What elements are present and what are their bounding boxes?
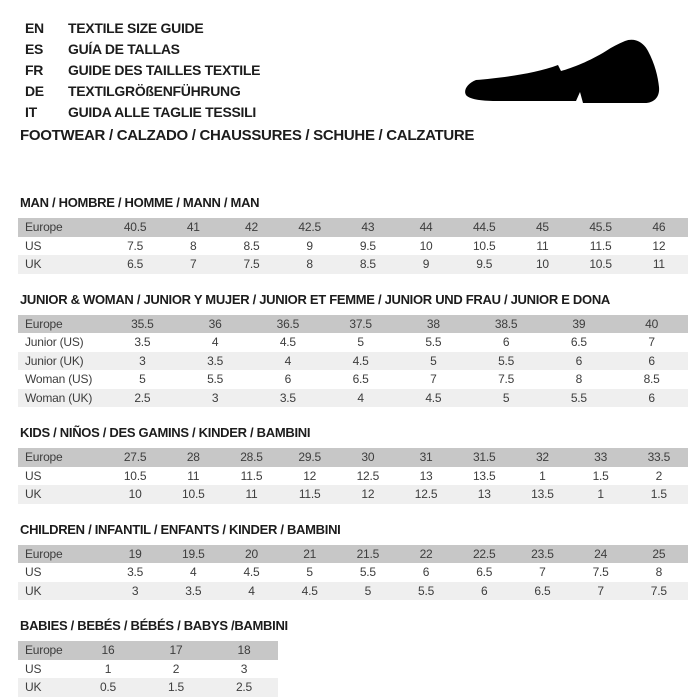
size-cell: 33.5: [647, 450, 671, 465]
size-cell: 7.5: [650, 583, 667, 598]
size-cell: 6.5: [127, 257, 144, 272]
size-cell: 1: [104, 661, 112, 676]
row-label: Woman (US): [25, 372, 93, 387]
size-cell: 21: [303, 546, 317, 561]
size-cell: 5.5: [425, 335, 442, 350]
size-table-children: [18, 545, 688, 601]
size-table-title: JUNIOR & WOMAN / JUNIOR Y MUJER / JUNIOR ET FEMME / JUNIOR UND FRAU / JUNIOR E DONA: [20, 291, 611, 307]
language-code: DE: [25, 82, 44, 99]
size-cell: 8.5: [359, 257, 376, 272]
size-cell: 39: [572, 316, 586, 331]
size-cell: 25: [652, 546, 666, 561]
table-row: [18, 352, 688, 371]
row-label: US: [25, 661, 42, 676]
size-table-kids: [18, 448, 688, 504]
language-guide-title: TEXTILGRÖßENFÜHRUNG: [68, 82, 241, 99]
size-cell: 3: [211, 390, 219, 405]
size-table-title: BABIES / BEBÉS / BÉBÉS / BABYS /BAMBINI: [20, 618, 288, 633]
row-label: UK: [25, 257, 42, 272]
row-label: Europe: [25, 643, 63, 658]
table-row: [18, 389, 688, 408]
size-cell: 11: [536, 238, 549, 253]
row-label: Junior (UK): [25, 353, 84, 368]
size-cell: 5: [139, 372, 146, 387]
size-cell: 7.5: [592, 565, 609, 580]
row-label: Europe: [25, 546, 63, 561]
size-cell: 2.5: [134, 390, 151, 405]
size-cell: 22: [419, 546, 433, 561]
size-cell: 2.5: [235, 680, 253, 695]
size-cell: 1: [597, 487, 604, 502]
size-table-section-man: [18, 196, 688, 274]
table-row: [18, 582, 688, 601]
row-label: US: [25, 238, 42, 253]
table-row: [18, 545, 688, 564]
table-row: [18, 563, 688, 582]
size-cell: 6.5: [352, 372, 369, 387]
size-table-section-junior-woman: [18, 293, 688, 408]
size-cell: 38.5: [494, 316, 518, 331]
size-cell: 7.5: [127, 238, 144, 253]
size-cell: 3: [139, 353, 146, 368]
size-cell: 11: [187, 468, 200, 483]
size-cell: 40.5: [123, 220, 147, 235]
size-cell: 31: [419, 450, 433, 465]
row-label: UK: [25, 487, 42, 502]
size-cell: 0.5: [99, 680, 117, 695]
size-cell: 4.5: [279, 335, 296, 350]
size-cell: 17: [169, 643, 183, 658]
size-cell: 1.5: [592, 468, 609, 483]
size-cell: 22.5: [472, 546, 496, 561]
size-cell: 9.5: [359, 238, 376, 253]
table-row: [18, 218, 688, 237]
size-cell: 8.5: [643, 372, 660, 387]
size-cell: 12: [652, 238, 666, 253]
size-cell: 11: [652, 257, 665, 272]
size-table-section-kids: [18, 426, 688, 504]
size-cell: 3: [131, 583, 139, 598]
size-cell: 5.5: [418, 583, 435, 598]
size-table-title: MAN / HOMBRE / HOMME / MANN / MAN: [20, 195, 260, 210]
size-cell: 7: [597, 583, 604, 598]
table-row: [18, 370, 688, 389]
table-row: [18, 255, 688, 274]
size-cell: 12.5: [414, 487, 438, 502]
language-code: IT: [25, 103, 37, 120]
size-cell: 40: [645, 316, 659, 331]
size-cell: 4.5: [243, 565, 260, 580]
size-cell: 4: [357, 390, 364, 405]
size-cell: 5.5: [570, 390, 587, 405]
language-row: [25, 38, 260, 59]
size-cell: 6: [502, 335, 510, 350]
language-title-list: [25, 17, 260, 122]
size-cell: 7: [648, 335, 655, 350]
row-label: Europe: [25, 316, 63, 331]
size-cell: 27.5: [123, 450, 147, 465]
size-cell: 30: [361, 450, 375, 465]
language-guide-title: GUIDE DES TAILLES TEXTILE: [68, 61, 261, 78]
size-cell: 7.5: [498, 372, 515, 387]
language-guide-title: TEXTILE SIZE GUIDE: [68, 19, 204, 36]
table-row: [18, 660, 278, 679]
size-cell: 6.5: [570, 335, 587, 350]
size-cell: 5: [430, 353, 437, 368]
size-cell: 13.5: [531, 487, 554, 502]
size-cell: 38: [426, 316, 440, 331]
size-tables: [18, 196, 688, 700]
size-cell: 42.5: [298, 220, 321, 235]
row-label: Woman (UK): [25, 390, 93, 405]
size-cell: 4.5: [425, 390, 442, 405]
size-cell: 3.5: [207, 353, 224, 368]
size-cell: 45.5: [589, 220, 612, 235]
size-cell: 9: [306, 238, 313, 253]
size-cell: 36.5: [276, 316, 300, 331]
size-cell: 11.5: [298, 487, 321, 502]
language-row: [25, 80, 260, 101]
size-table-title: KIDS / NIÑOS / DES GAMINS / KINDER / BAMBINI: [20, 425, 311, 440]
size-cell: 19.5: [182, 546, 205, 561]
size-table-section-children: [18, 523, 688, 601]
size-cell: 33: [594, 450, 608, 465]
size-cell: 36: [208, 316, 222, 331]
size-cell: 8: [190, 238, 197, 253]
size-cell: 10: [419, 238, 433, 253]
size-cell: 7.5: [243, 257, 260, 272]
size-cell: 11.5: [240, 468, 263, 483]
size-cell: 32: [535, 450, 549, 465]
size-cell: 16: [101, 643, 115, 658]
language-guide-title: GUIDA ALLE TAGLIE TESSILI: [68, 103, 256, 120]
size-cell: 23.5: [531, 546, 554, 561]
size-cell: 35.5: [131, 316, 154, 331]
size-cell: 10.5: [472, 238, 496, 253]
size-cell: 41: [186, 220, 200, 235]
table-row: [18, 237, 688, 256]
size-cell: 5.5: [359, 565, 376, 580]
table-row: [18, 448, 688, 467]
size-cell: 10: [535, 257, 549, 272]
size-cell: 10.5: [589, 257, 612, 272]
row-label: US: [25, 468, 42, 483]
size-cell: 5: [502, 390, 510, 405]
size-cell: 13: [477, 487, 491, 502]
size-cell: 4.5: [352, 353, 369, 368]
language-code: FR: [25, 61, 44, 78]
table-row: [18, 333, 688, 352]
size-cell: 3.5: [127, 565, 144, 580]
size-cell: 7: [539, 565, 546, 580]
table-row: [18, 485, 688, 504]
size-cell: 13: [419, 468, 433, 483]
size-cell: 12.5: [356, 468, 380, 483]
size-cell: 8: [306, 257, 313, 272]
size-cell: 18: [237, 643, 251, 658]
size-cell: 9: [422, 257, 430, 272]
size-cell: 4: [284, 353, 292, 368]
size-cell: 1: [539, 468, 546, 483]
size-cell: 6: [480, 583, 488, 598]
size-cell: 4: [190, 565, 197, 580]
size-cell: 5.5: [207, 372, 224, 387]
size-cell: 44.5: [472, 220, 496, 235]
size-cell: 4: [248, 583, 255, 598]
row-label: Junior (US): [25, 335, 84, 350]
size-cell: 7: [190, 257, 197, 272]
category-heading: FOOTWEAR / CALZADO / CHAUSSURES / SCHUHE / CALZATURE: [20, 127, 475, 144]
row-label: Europe: [25, 450, 63, 465]
size-cell: 5: [306, 565, 313, 580]
size-cell: 10.5: [182, 487, 205, 502]
size-cell: 2: [655, 468, 663, 483]
size-cell: 6: [648, 353, 655, 368]
size-cell: 6: [284, 372, 292, 387]
language-row: [25, 59, 260, 80]
size-cell: 31.5: [472, 450, 496, 465]
size-table-man: [18, 218, 688, 274]
size-cell: 45: [535, 220, 549, 235]
size-cell: 12: [361, 487, 375, 502]
size-cell: 5: [364, 583, 372, 598]
size-cell: 24: [594, 546, 608, 561]
size-cell: 3: [240, 661, 248, 676]
size-table-junior-woman: [18, 315, 688, 408]
row-label: UK: [25, 583, 42, 598]
size-cell: 20: [245, 546, 258, 561]
size-cell: 8: [655, 565, 663, 580]
size-cell: 9.5: [476, 257, 493, 272]
size-cell: 6.5: [476, 565, 493, 580]
size-cell: 3.5: [279, 390, 296, 405]
size-cell: 19: [128, 546, 142, 561]
size-cell: 42: [245, 220, 258, 235]
size-cell: 5.5: [498, 353, 515, 368]
size-cell: 43: [361, 220, 375, 235]
size-cell: 1.5: [167, 680, 185, 695]
size-cell: 5: [357, 335, 364, 350]
size-cell: 3.5: [185, 583, 202, 598]
size-cell: 12: [303, 468, 317, 483]
language-code: ES: [25, 40, 44, 57]
size-cell: 46: [652, 220, 666, 235]
size-cell: 44: [419, 220, 433, 235]
size-cell: 10.5: [123, 468, 147, 483]
size-cell: 8.5: [243, 238, 260, 253]
language-row: [25, 101, 260, 122]
size-cell: 4: [211, 335, 219, 350]
size-table-section-babies: [18, 619, 688, 697]
size-cell: 6.5: [534, 583, 551, 598]
size-cell: 7: [430, 372, 437, 387]
size-cell: 1.5: [650, 487, 667, 502]
size-cell: 28.5: [240, 450, 263, 465]
language-code: EN: [25, 19, 44, 36]
size-cell: 13.5: [472, 468, 496, 483]
size-cell: 10: [128, 487, 142, 502]
row-label: US: [25, 565, 42, 580]
size-cell: 8: [575, 372, 583, 387]
size-cell: 3.5: [134, 335, 151, 350]
size-table-babies: [18, 641, 278, 697]
table-row: [18, 315, 688, 334]
row-label: Europe: [25, 220, 63, 235]
table-row: [18, 641, 278, 660]
shoe-icon: [462, 36, 664, 108]
table-row: [18, 678, 278, 697]
size-cell: 6: [575, 353, 583, 368]
size-cell: 6: [422, 565, 430, 580]
table-row: [18, 467, 688, 486]
size-cell: 21.5: [356, 546, 380, 561]
size-cell: 6: [648, 390, 655, 405]
size-cell: 11: [245, 487, 258, 502]
size-cell: 4.5: [301, 583, 318, 598]
size-cell: 37.5: [349, 316, 372, 331]
row-label: UK: [25, 680, 42, 695]
size-cell: 2: [172, 661, 180, 676]
language-row: [25, 17, 260, 38]
language-guide-title: GUÍA DE TALLAS: [68, 40, 180, 57]
size-table-title: CHILDREN / INFANTIL / ENFANTS / KINDER / BAMBINI: [20, 521, 341, 537]
size-cell: 29.5: [298, 450, 321, 465]
size-cell: 11.5: [589, 238, 612, 253]
size-cell: 28: [186, 450, 200, 465]
